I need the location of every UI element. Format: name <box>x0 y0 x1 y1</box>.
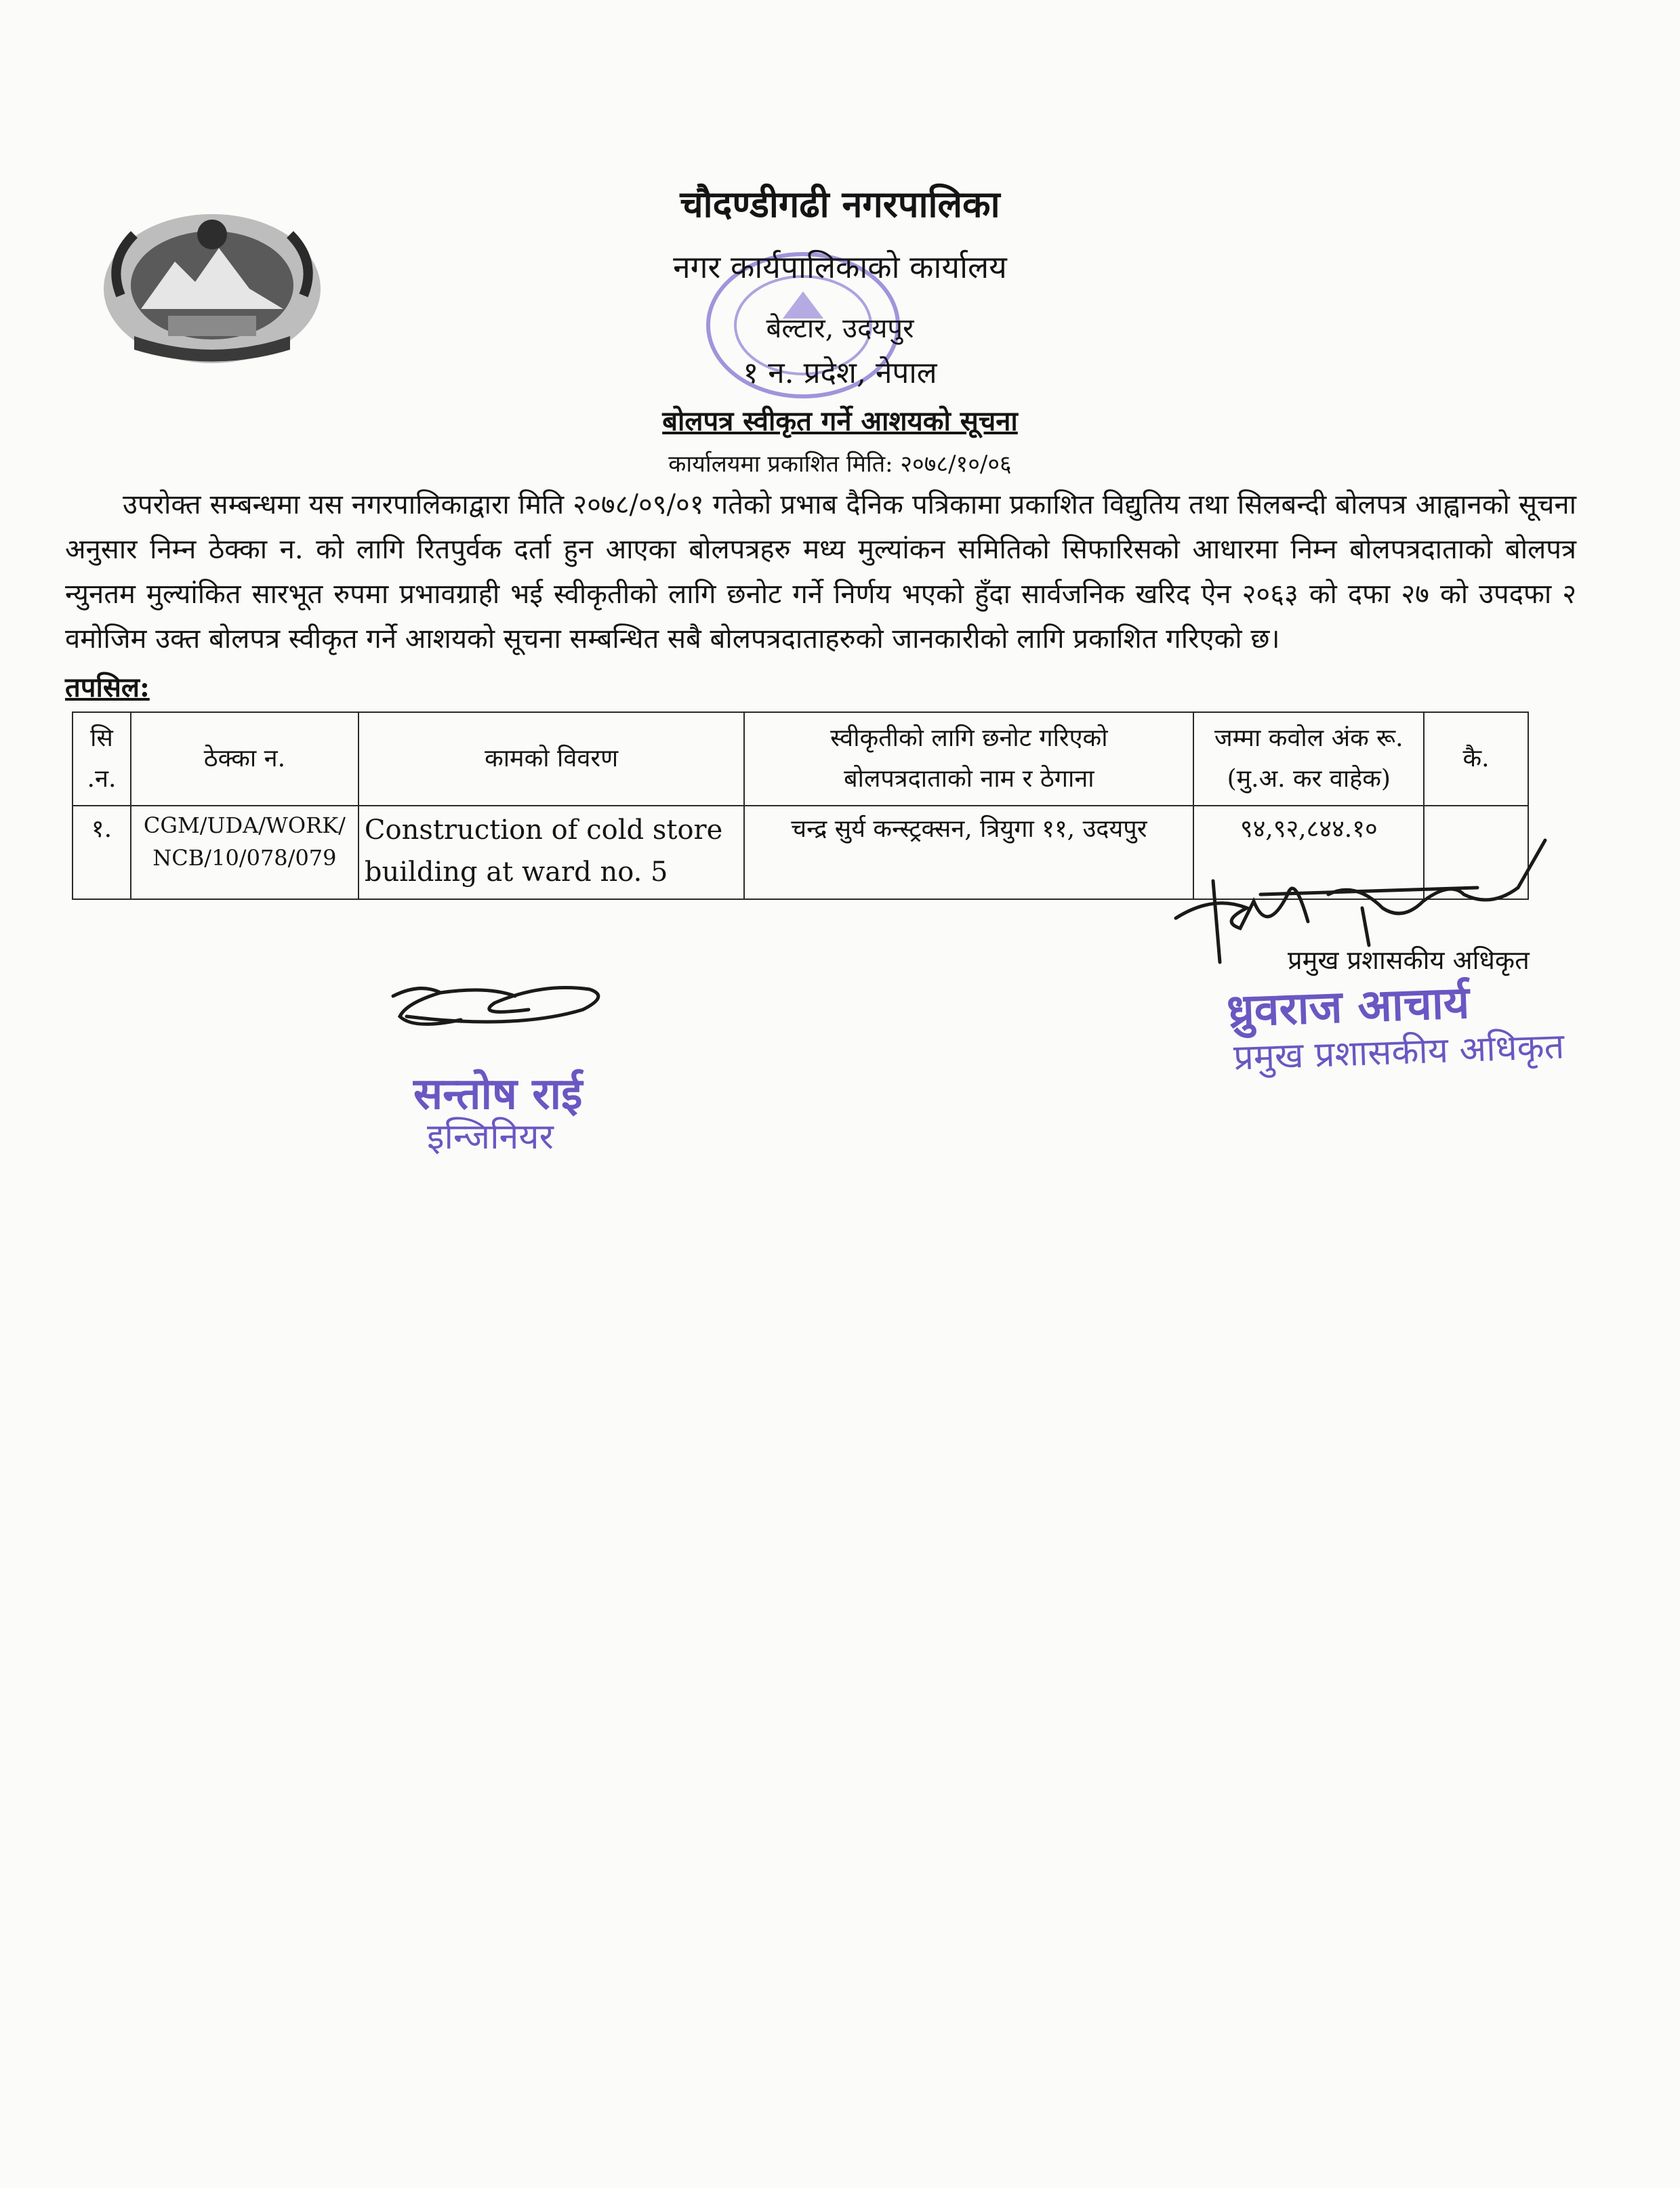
municipality-name: चौदण्डीगढी नगरपालिका <box>680 182 1000 226</box>
header-contract-no: ठेक्का न. <box>131 712 358 806</box>
officer-name-stamp: ध्रुवराज आचार्य <box>1225 976 1471 1037</box>
cell-sn: १. <box>73 806 131 899</box>
notice-title: बोलपत्र स्वीकृत गर्ने आशयको सूचना <box>662 405 1018 437</box>
details-heading: तपसिल: <box>65 672 150 703</box>
officer-title-printed: प्रमुख प्रशासकीय अधिकृत <box>1288 945 1530 975</box>
office-location: बेल्टार, उदयपुर <box>766 313 914 344</box>
header-amount: जम्मा कवोल अंक रू. (मु.अ. कर वाहेक) <box>1193 712 1424 806</box>
office-name: नगर कार्यपालिकाको कार्यालय <box>673 249 1007 285</box>
header-sn: सि .न. <box>73 712 131 806</box>
cell-contract-no: CGM/UDA/WORK/ NCB/10/078/079 <box>131 806 358 899</box>
province-line: १ न. प्रदेश, नेपाल <box>743 356 937 390</box>
cell-amount: ९४,९२,८४४.१० <box>1193 806 1424 899</box>
notice-paragraph: उपरोक्त सम्बन्धमा यस नगरपालिकाद्वारा मिति २०७८/०९/०१ गतेको प्रभाब दैनिक पत्रिकामा प्रकाशित विद्युतिय तथा सिलबन्दी बोलपत्र आह्वानको सूचना अनुसार निम्न ठेक्का न. को लागि रितपुर्वक दर्ता हुन आएका बोलपत्रहरु मध्य मुल्यांकन समितिको सिफारिसको आधारमा निम्न बोलपत्रदाताको बोलपत्र न्युनतम मुल्यांकित सारभूत रुपमा प्रभावग्राही भई स्वीकृतीको लागि छनोट गर्ने निर्णय भएको हुँदा सार्वजनिक खरिद ऐन २०६३ को दफा २७ को उपदफा २ वमोजिम उक्त बोलपत्र स्वीकृत गर्ने आशयको सूचना सम्बन्धित सबै बोलपत्रदाताहरुको जानकारीको लागि प्रकाशित गरिएको छ। <box>65 489 1576 655</box>
published-date: कार्यालयमा प्रकाशित मिति: २०७८/१०/०६ <box>668 451 1012 478</box>
engineer-name-stamp: सन्तोष राई <box>413 1069 583 1119</box>
cell-description: Construction of cold store building at ward no. 5 <box>358 806 744 899</box>
left-signature <box>393 988 598 1025</box>
engineer-title-stamp: इन्जिनियर <box>427 1117 554 1157</box>
officer-title-stamp: प्रमुख प्रशासकीय अधिकृत <box>1233 1026 1565 1079</box>
header-bidder: स्वीकृतीको लागि छनोट गरिएको बोलपत्रदाताको नाम र ठेगाना <box>744 712 1193 806</box>
cell-bidder: चन्द्र सुर्य कन्स्ट्रक्सन, त्रियुगा ११, उदयपुर <box>744 806 1193 899</box>
header-description: कामको विवरण <box>358 712 744 806</box>
header-remarks: कै. <box>1424 712 1528 806</box>
